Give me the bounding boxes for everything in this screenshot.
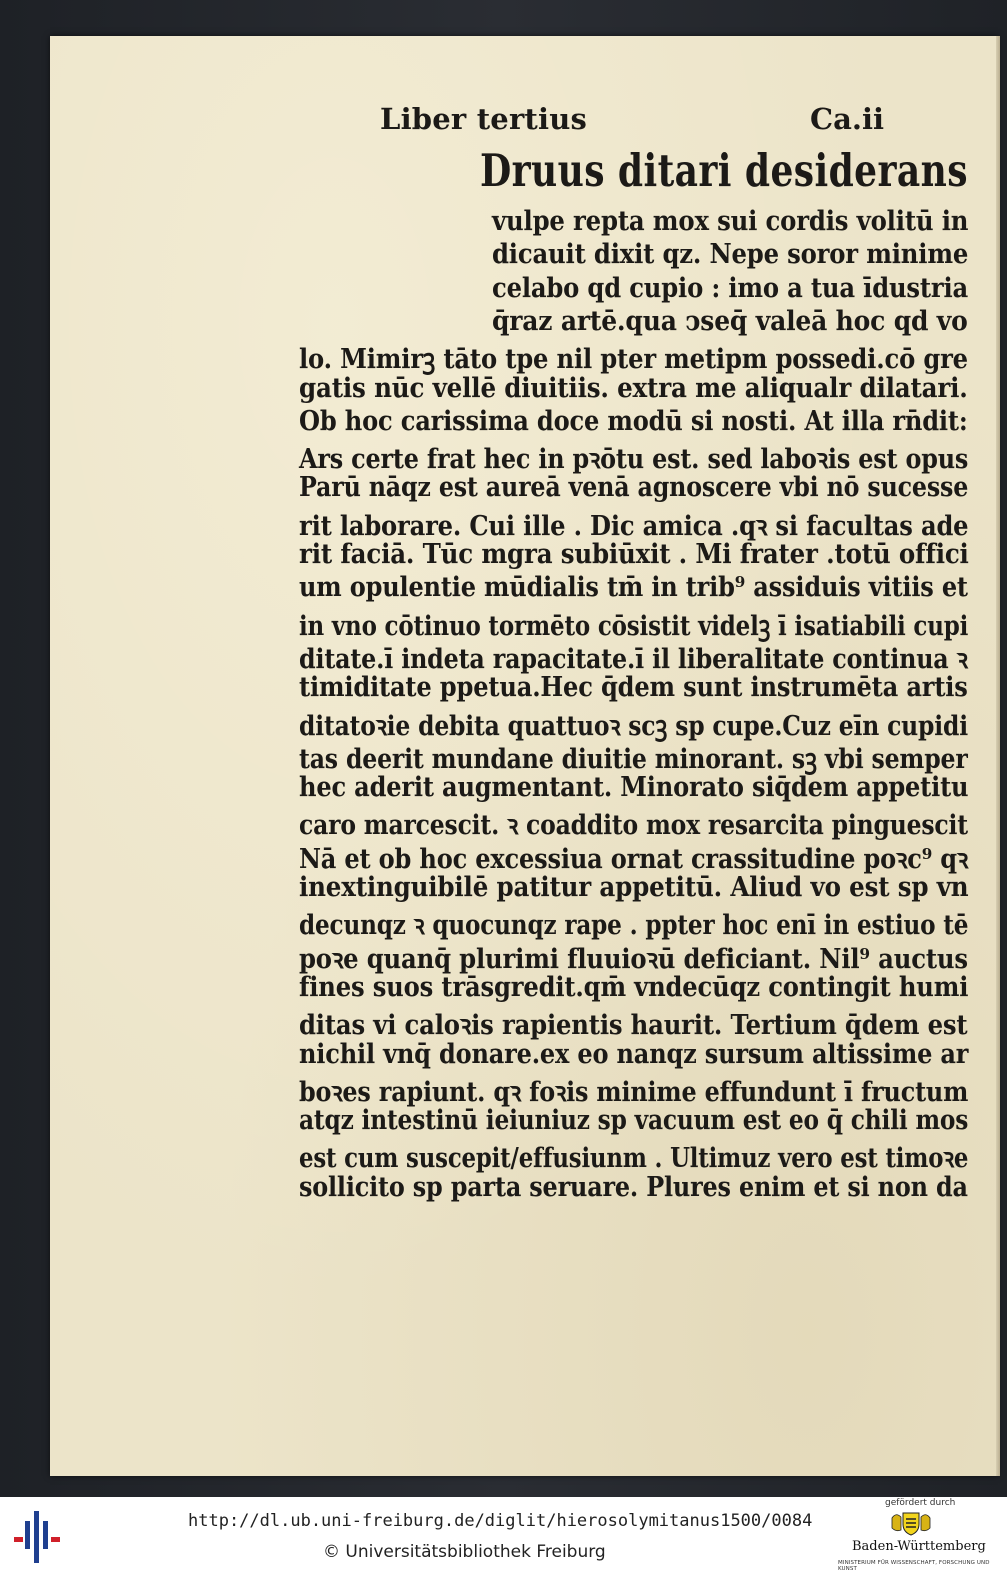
text-line: sollicito sp parta seruare. Plures enim et si non da: [299, 1171, 968, 1203]
text-line: Parū nāqz est aureā venā agnoscere vbi nō sucesse: [299, 472, 969, 504]
text-line: ditate.ī indeta rapacitate.ī il liberalitate continua ꝛ: [299, 643, 968, 675]
opening-line: Druus ditari desiderans: [480, 144, 968, 197]
text-line: Nā et ob hoc excessiua ornat crassitudine poꝛc⁹ qꝛ: [299, 843, 969, 875]
text-line: est cum suscepit/effusiunm . Ultimuz vero est timoꝛe: [299, 1143, 969, 1175]
text-line: lo. Mimirꝫ tāto tpe nil pter metipm possedi.cō gre: [299, 344, 968, 376]
text-line: hec aderit augmentant. Minorato siq̄dem appetitu: [299, 772, 969, 804]
page-edge: [996, 36, 1000, 1476]
text-line: Ob hoc carissima doce modū si nosti. At illa rn̄dit:: [299, 405, 968, 437]
university-library-logo: [10, 1507, 64, 1567]
text-line: vulpe repta mox sui cordis volitū in: [492, 206, 969, 237]
text-line: poꝛe quanq̄ plurimi fluuioꝛū deficiant. Nil⁹ auctus: [299, 943, 968, 975]
text-line: celabo qd cupio : imo a tua īdustria: [492, 272, 969, 304]
text-line: decunqz ꝛ quocunqz rape . ppter hoc enī in estiuo tē: [299, 910, 969, 942]
text-line: gatis nūc vellē diuitiis. extra me aliqualr dilatari.: [299, 372, 968, 404]
text-line: um opulentie mūdialis tm̄ in trib⁹ assiduis vitiis et: [299, 572, 968, 604]
text-line: Ars certe frat hec in pꝛōtu est. sed laboꝛis est opus: [299, 444, 969, 476]
text-line: timiditate ppetua.Hec q̄dem sunt instrumēta artis: [299, 672, 968, 704]
text-line: caro marcescit. ꝛ coaddito mox resarcita pinguescit: [299, 810, 968, 842]
text-line: tas deerit mundane diuitie minorant. sꝫ vbi semper: [299, 743, 968, 775]
text-line: nichil vnq̄ donare.ex eo nanqz sursum altissime ar: [299, 1038, 969, 1070]
book-page: [50, 36, 998, 1476]
text-line: q̄raz artē.qua ↄseq̄ valeā hoc qd vo: [492, 305, 968, 337]
funded-by-label: gefördert durch: [885, 1498, 956, 1508]
text-line: rit laborare. Cui ille . Dic amica .qꝛ si facultas ade: [299, 510, 969, 542]
text-line: ditas vi caloꝛis rapientis haurit. Tertium q̄dem est: [299, 1010, 968, 1042]
text-line: in vno cōtinuo tormēto cōsistit videlꝫ ī isatiabili cupi: [299, 610, 969, 642]
footer-bar: [0, 1497, 1007, 1575]
text-line: inextinguibilē patitur appetitū. Aliud vo est sp vn: [299, 872, 969, 903]
text-line: boꝛes rapiunt. qꝛ foꝛis minime effundunt ī fructum: [299, 1076, 969, 1108]
ministry-name: MINISTERIUM FÜR WISSENSCHAFT, FORSCHUNG UND KUNST: [838, 1560, 990, 1572]
text-line: ditatoꝛie debita quattuoꝛ scꝫ sp cupe.Cuz eīn cupidi: [299, 710, 968, 742]
text-line: dicauit dixit qz. Nepe soror minime: [492, 239, 969, 271]
text-line: fines suos trāsgredit.qm̄ vndecūqz contingit humi: [299, 971, 969, 1003]
copyright-notice: © Universitätsbibliothek Freiburg: [323, 1542, 606, 1562]
running-head-left: Liber tertius: [380, 102, 588, 136]
running-head-right: Ca.ii: [810, 102, 885, 136]
source-url[interactable]: http://dl.ub.uni-freiburg.de/diglit/hierosolymitanus1500/0084: [188, 1511, 813, 1531]
text-line: rit faciā. Tūc mgra subiūxit . Mi frater .totū offici: [299, 539, 969, 570]
state-name: Baden-Württemberg: [852, 1539, 986, 1554]
coat-of-arms-icon: [888, 1510, 934, 1536]
text-line: atqz intestinū ieiuniuz sp vacuum est eo q̄ chili mos: [299, 1105, 969, 1137]
